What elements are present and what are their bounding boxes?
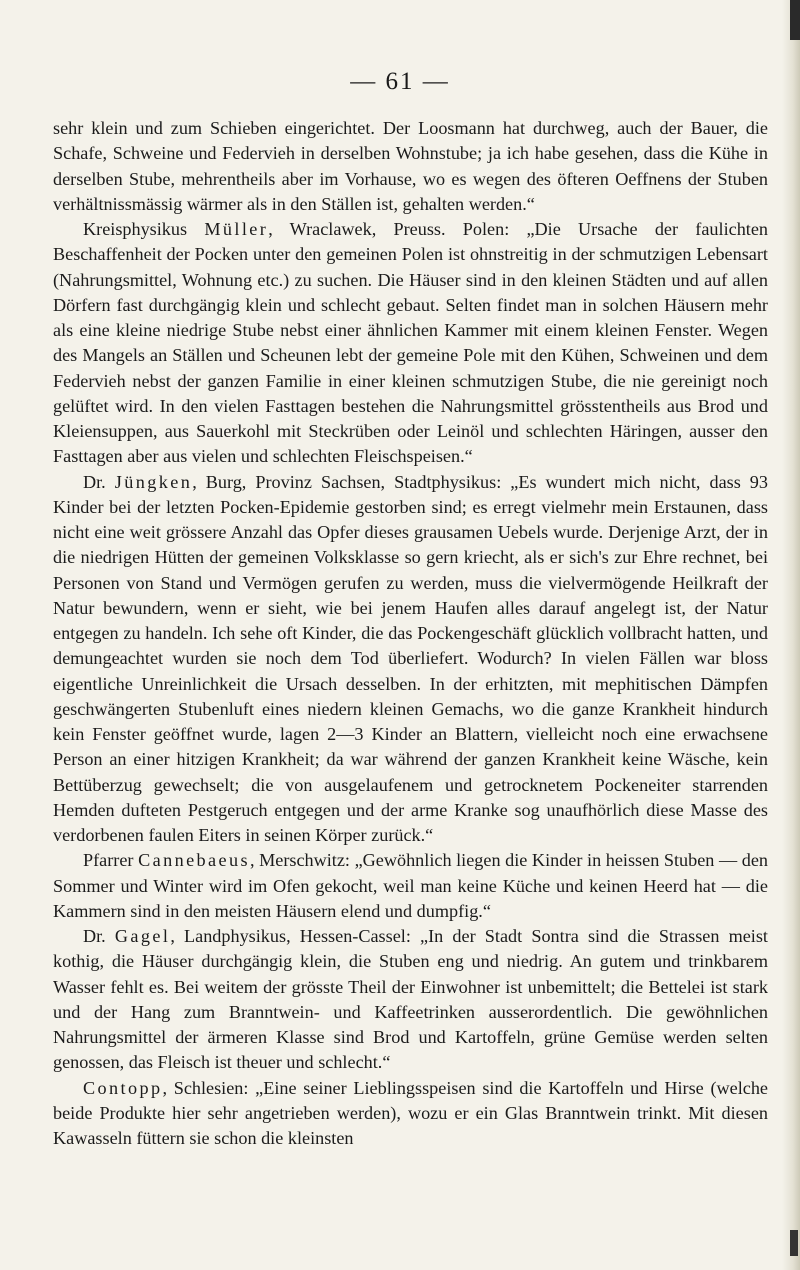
page-number: — 61 — — [350, 68, 450, 95]
text-run: , Wraclawek, Preuss. Polen: „Die Ursache der faulichten Beschaffenheit der Pocken unter den gemeinen Polen ist ohnstreitig in der schmutzigen Lebensart (Nahrungsmittel, Wohnung etc.) zu suchen. Die Häuser sind in den kleinen Städten und auf allen Dörfern fast durchgängig klein und schlecht gebaut. Selten findet man in solchen Häusern mehr als eine kleine niedrige Stube nebst einer ähnlichen Kammer mit einem kleinen Fenster. Wegen des Mangels an Ställen und Scheunen lebt der gemeine Pole mit den Kühen, Schweinen und dem Federvieh nebst der ganzen Familie in einer kleinen schmutzigen Stube, die nie gereinigt noch gelüftet wird. In den vielen Fasttagen bestehen die Nahrungsmittel grösstentheils aus Brod und Kleiensuppen, aus Sauerkohl mit Steckrüben oder Leinöl und schlechten Häringen, ausser den Fasttagen aber aus vielen und schlechten Fleischspeisen.“ — [53, 219, 769, 467]
body-text — [53, 116, 768, 1151]
text-run: sehr klein und zum Schieben eingerichtet. Der Loosmann hat durchweg, auch der Bauer, die Schafe, Schweine und Federvieh in derselben Wohnstube; ja ich habe gesehen, dass die Kühe in derselben Stube, mehrentheils aber im Vorhause, wo es wegen des öfteren Oeffnens der Stuben verhältnissmässig wärmer als in den Ställen ist, gehalten werden.“ — [53, 118, 768, 214]
paragraph — [53, 217, 768, 470]
spaced-name: Jüngken — [114, 471, 193, 492]
page-bottom-mark — [790, 1230, 798, 1256]
spaced-name: Contopp — [83, 1077, 163, 1098]
spaced-name: Müller — [204, 219, 269, 239]
paragraph — [53, 116, 768, 217]
text-run: , Merschwitz: „Gewöhnlich liegen die Kinder in heissen Stuben — den Sommer und Winter wird im Ofen gekocht, weil man keine Küche und keinen Heerd hat — die Kammern sind in den meisten Häusern elend und dumpfig.“ — [53, 850, 768, 921]
text-run: Kreisphysikus — [83, 219, 205, 239]
page-corner-mark — [790, 0, 800, 40]
text-run: , Landphysikus, Hessen-Cassel: „In der Stadt Sontra sind die Strassen meist kothig, die Häuser durchgängig klein, die Stuben eng und niedrig. An gutem und trinkbarem Wasser fehlt es. Bei weitem der grösste Theil der Einwohner ist unbemittelt; die Bettelei ist stark und der Hang zum Branntwein- und Kaffeetrinken ausserordentlich. Die gewöhnlichen Nahrungsmittel der ärmeren Klasse sind Brod und Kartoffeln, grüne Gemüse werden selten genossen, das Fleisch ist theuer und schlecht.“ — [53, 926, 768, 1073]
paragraph — [53, 848, 768, 924]
text-run: , Burg, Provinz Sachsen, Stadtphysikus: „Es wundert mich nicht, dass 93 Kinder bei der letzten Pocken-Epidemie gestorben sind; es erregt vielmehr mein Erstaunen, dass nicht eine weit grössere Anzahl das Opfer dieses grausamen Uebels wurde. Derjenige Arzt, der in die niedrigen Hütten der gemeinen Volksklasse so gern kriecht, als er sich's zur Ehre rechnet, bei Personen von Stand und Vermögen gerufen zu werden, muss die vielvermögende Heilkraft der Natur bewundern, wenn er sieht, wie bei jenem Haufen alles darauf angelegt ist, der Natur entgegen zu handeln. Ich sehe oft Kinder, die das Pockengeschäft glücklich vollbracht hatten, und demungeachtet wurden sie noch dem Tod überliefert. Wodurch? In vielen Fällen war bloss eigentliche Unreinlichkeit die Ursach desselben. In der erhitzten, mit mephitischen Dämpfen geschwängerten Stubenluft eines niedern kleinen Gemachs, wo die ganze Krankheit hindurch kein Fenster geöffnet wurde, lagen 2—3 Kinder an Blattern, vielleicht noch eine erwachsene Person an einer hitzigen Krankheit; da war während der ganzen Krankheit keine Wäsche, kein Bettüberzug gewechselt; die von ausgelaufenem und getrocknetem Pockeneiter starrenden Hemden dufteten Pestgeruch entgegen und der arme Kranke sog unaufhörlich diese Masse des verdorbenen faulen Eiters in seinen Körper zurück.“ — [53, 471, 768, 845]
paragraph — [53, 1076, 768, 1152]
page-edge-shadow — [782, 0, 800, 1270]
text-run: , Schlesien: „Eine seiner Lieblingsspeisen sind die Kartoffeln und Hirse (welche beide Produkte hier sehr angetrieben werden), wozu er ein Glas Branntwein trinkt. Mit diesen Kawasseln füttern sie schon die kleinsten — [53, 1077, 768, 1148]
spaced-name: Gagel — [114, 926, 171, 946]
paragraph — [53, 470, 768, 849]
text-run: Dr. — [83, 926, 115, 946]
text-run: Dr. — [83, 471, 115, 492]
spaced-name: Cannebaeus — [138, 850, 250, 871]
text-run: Pfarrer — [83, 850, 139, 871]
paragraph — [53, 924, 768, 1076]
